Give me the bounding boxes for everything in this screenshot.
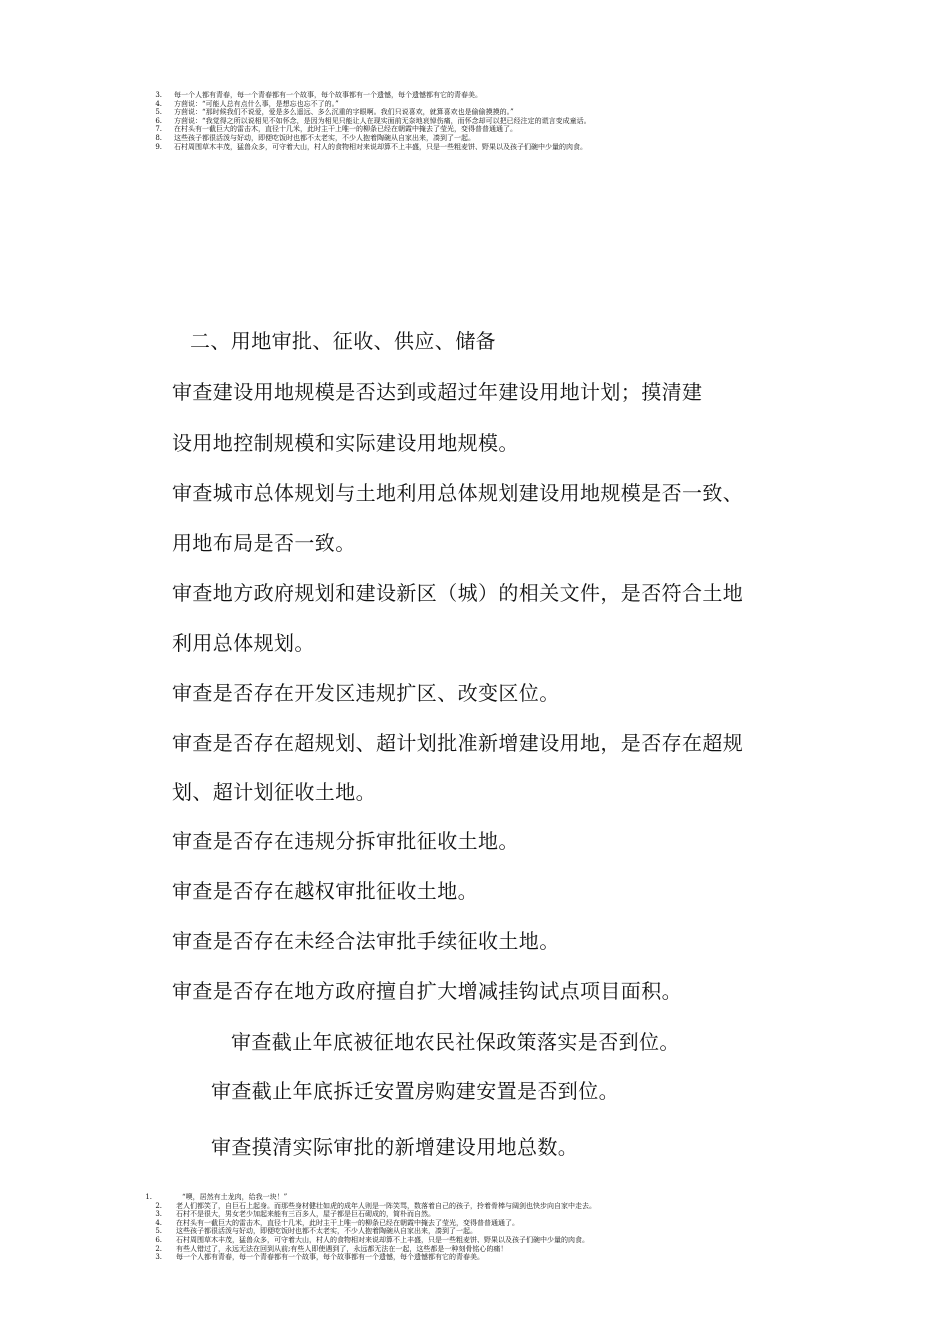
note-number: 5.	[155, 1227, 162, 1236]
note-number: 9.	[155, 142, 162, 151]
body-line: 审查地方政府规划和建设新区（城）的相关文件，是否符合土地	[172, 581, 744, 605]
body-line: 划、超计划征收土地。	[172, 780, 376, 804]
body-line: 审查是否存在地方政府擅自扩大增减挂钩试点项目面积。	[172, 979, 682, 1003]
body-line: 利用总体规划。	[172, 631, 315, 655]
note-text: 方茴说：“可能人总有点什么事，是想忘也忘不了的。”	[174, 99, 339, 108]
body-line: 审查是否存在违规分拆审批征收土地。	[172, 829, 519, 853]
section-heading: 二、用地审批、征收、供应、储备	[190, 329, 496, 353]
note-item	[140, 1227, 596, 1236]
note-number: 4.	[155, 1218, 162, 1227]
note-text: 这些孩子都很活泼与好动，即便吃饭时也都不太老实，不少人抱着陶碗从自家出来，凑到了一起。	[174, 133, 475, 142]
note-item	[150, 100, 591, 109]
note-text: 每一个人都有青春，每一个青春都有一个故事，每个故事都有一个遗憾，每个遗憾都有它的青春美。	[174, 91, 482, 99]
note-item	[140, 1245, 596, 1254]
note-item	[150, 143, 591, 152]
note-number: 3.	[155, 1210, 162, 1219]
top-note-list	[150, 91, 591, 151]
body-line: 审查截止年底拆迁安置房购建安置是否到位。	[211, 1079, 619, 1103]
note-text: 方茴说：“那时候我们不说爱，爱是多么遥远、多么沉重的字眼啊。我们只说喜欢，就算喜欢也是偷偷摸摸的。”	[174, 108, 514, 117]
note-text: 有些人错过了，永远无法在回到从前;有些人即使遇到了，永远都无法在一起，这些都是一种刻骨铭心的痛！	[176, 1244, 508, 1253]
body-line: 审查截止年底被征地农民社保政策落实是否到位。	[231, 1030, 680, 1054]
note-text: 这些孩子都很活泼与好动，即便吃饭时也都不太老实，不少人抱着陶碗从自家出来，凑到了一起。	[176, 1227, 477, 1236]
note-item	[150, 134, 591, 143]
note-text: 老人们都笑了，自巨石上起身。而那些身材健壮如虎的成年人则是一阵笑骂，数落着自己的孩子，拎着骨棒与阔剑也快步向自家中走去。	[176, 1201, 596, 1210]
note-number: 5.	[155, 108, 162, 117]
note-number: 2.	[155, 1244, 162, 1253]
note-text: “噢，居然有土龙肉，给我一块！”	[182, 1193, 288, 1201]
note-item	[140, 1253, 596, 1262]
body-line: 审查是否存在开发区违规扩区、改变区位。	[172, 681, 560, 705]
note-text: 石村周围草木丰茂，猛兽众多，可守着大山，村人的食物相对来说却算不上丰盛，只是一些粗麦饼、野果以及孩子们碗中少量的肉食。	[176, 1235, 589, 1244]
note-text: 在村头有一截巨大的雷击木，直径十几米，此时主干上唯一的柳条已经在朝霞中掩去了莹光，变得普普通通了。	[174, 125, 517, 134]
body-line: 审查城市总体规划与土地利用总体规划建设用地规模是否一致、	[172, 481, 744, 505]
note-item	[150, 91, 591, 100]
note-number: 6.	[155, 1235, 162, 1244]
note-number: 2.	[155, 1201, 162, 1210]
note-number: 8.	[155, 133, 162, 142]
bottom-note-list	[140, 1193, 596, 1262]
note-text: 在村头有一截巨大的雷击木，直径十几米，此时主干上唯一的柳条已经在朝霞中掩去了莹光，变得普普通通了。	[176, 1218, 519, 1227]
body-line: 审查建设用地规模是否达到或超过年建设用地计划；摸清建	[172, 380, 703, 404]
note-text: 方茴说：“我觉得之所以说相见不如怀念，是因为相见只能让人在现实面前无奈地哀悼伤痛，而怀念却可以把已经注定的谎言变成童话。	[174, 116, 591, 125]
note-item	[140, 1202, 596, 1211]
note-item	[150, 125, 591, 134]
note-text: 石村不是很大，男女老少加起来能有三百多人，屋子都是巨石砌成的，简朴而自然。	[176, 1210, 435, 1219]
note-number: 4.	[155, 99, 162, 108]
note-text: 每一个人都有青春，每一个青春都有一个故事，每个故事都有一个遗憾，每个遗憾都有它的青春美。	[176, 1253, 484, 1262]
note-number: 6.	[155, 116, 162, 125]
body-line: 审查是否存在越权审批征收土地。	[172, 879, 478, 903]
body-line: 审查是否存在未经合法审批手续征收土地。	[172, 929, 560, 953]
note-number: 7.	[155, 125, 162, 134]
note-number: 3.	[155, 91, 162, 99]
note-number: 3.	[155, 1253, 162, 1262]
note-number: 1.	[145, 1193, 152, 1201]
body-line: 审查是否存在超规划、超计划批准新增建设用地，是否存在超规	[172, 731, 744, 755]
note-item	[140, 1236, 596, 1245]
body-line: 审查摸清实际审批的新增建设用地总数。	[211, 1135, 579, 1159]
note-item	[150, 108, 591, 117]
note-item	[140, 1193, 596, 1202]
body-line: 设用地控制规模和实际建设用地规模。	[172, 431, 519, 455]
body-line: 用地布局是否一致。	[172, 531, 356, 555]
note-text: 石村周围草木丰茂，猛兽众多，可守着大山，村人的食物相对来说却算不上丰盛，只是一些粗麦饼、野果以及孩子们碗中少量的肉食。	[174, 142, 587, 151]
note-item	[140, 1210, 596, 1219]
